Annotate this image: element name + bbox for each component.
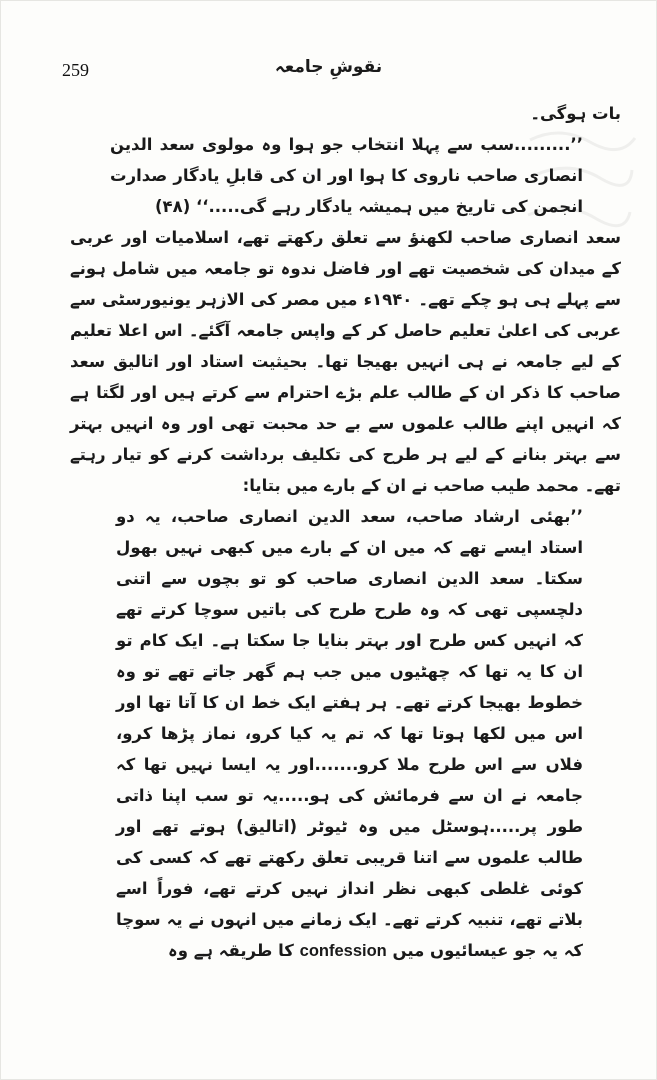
quote-2-latin-word: confession — [299, 942, 387, 960]
page-header — [0, 56, 657, 86]
running-head: نقوشِ جامعہ — [274, 57, 383, 77]
page-number: 259 — [62, 60, 89, 80]
block-quote-2 — [70, 501, 621, 967]
quote-2-text: ’’بھئی ارشاد صاحب، سعد الدین انصاری صاحب، یہ دو استاد ایسے تھے کہ میں ان کے بارے میں کبھی نہیں بھول سکتا۔ سعد الدین انصاری صاحب کو تو بچوں سے اتنی دلچسپی تھی کہ وہ طرح طرح کی باتیں سوچا کرتے تھے کہ انہیں کس طرح اور بہتر بنایا جا سکتا ہے۔ ایک کام تو ان کا یہ تھا کہ چھٹیوں میں جب ہم گھر جاتے تھے تو وہ خطوط بھیجا کرتے تھے۔ ہر ہفتے ایک خط ان کا آتا تھا اور اس میں لکھا ہوتا تھا کہ تم یہ کیا کرو، نماز پڑھا کرو، فلاں سے اس طرح ملا کرو.......اور یہ ایسا نہیں تھا کہ جامعہ نے ان سے فرمائش کی ہو.....یہ تو سب اپنا ذاتی طور پر.....ہوسٹل میں وہ ٹیوٹر (اتالیق) ہوتے تھے اور طالب علموں سے اتنا قریبی تعلق رکھتے تھے کہ کسی کی کوئی غلطی کبھی نظر انداز نہیں کرتے تھے، فوراً اسے بلاتے تھے، تنبیہ کرتے تھے۔ ایک زمانے میں انہوں نے یہ سوچا کہ یہ جو عیسائیوں میں — [116, 507, 583, 960]
block-quote-1: ’’.........سب سے پہلا انتخاب جو ہوا وہ مولوی سعد الدین انصاری صاحب ناروی کا ہوا اور ان کی قابلِ یادگار صدارت انجمن کی تاریخ میں ہمیشہ یادگار رہے گی.....‘‘ (۴۸) — [110, 135, 583, 216]
quote-2-text-end: کا طریقہ ہے وہ — [168, 941, 294, 960]
paragraph-2: سعد انصاری صاحب لکھنؤ سے تعلق رکھتے تھے، اسلامیات اور عربی کے میدان کی شخصیت تھے اور فاضل ندوہ تو جامعہ میں شامل ہونے سے پہلے ہی ہو چکے تھے۔ ۱۹۴۰ء میں مصر کی الازہر یونیورسٹی سے عربی کی اعلیٰ تعلیم حاصل کر کے واپس جامعہ آگئے۔ اس اعلا تعلیم کے لیے جامعہ نے ہی انہیں بھیجا تھا۔ بحیثیت استاد اور اتالیق سعد صاحب کا ذکر ان کے طالب علم بڑے احترام سے کرتے ہیں اور لگتا ہے کہ انہیں اپنے طالب علموں سے بے حد محبت تھی اور وہ انہیں بہتر سے بہتر بنانے کے لیے ہر طرح کی تکلیف برداشت کرنے کو تیار رہتے تھے۔ محمد طیب صاحب نے ان کے بارے میں بتایا: — [70, 228, 621, 495]
paragraph-continued: بات ہوگی۔ — [530, 104, 621, 123]
body-text — [70, 98, 621, 967]
